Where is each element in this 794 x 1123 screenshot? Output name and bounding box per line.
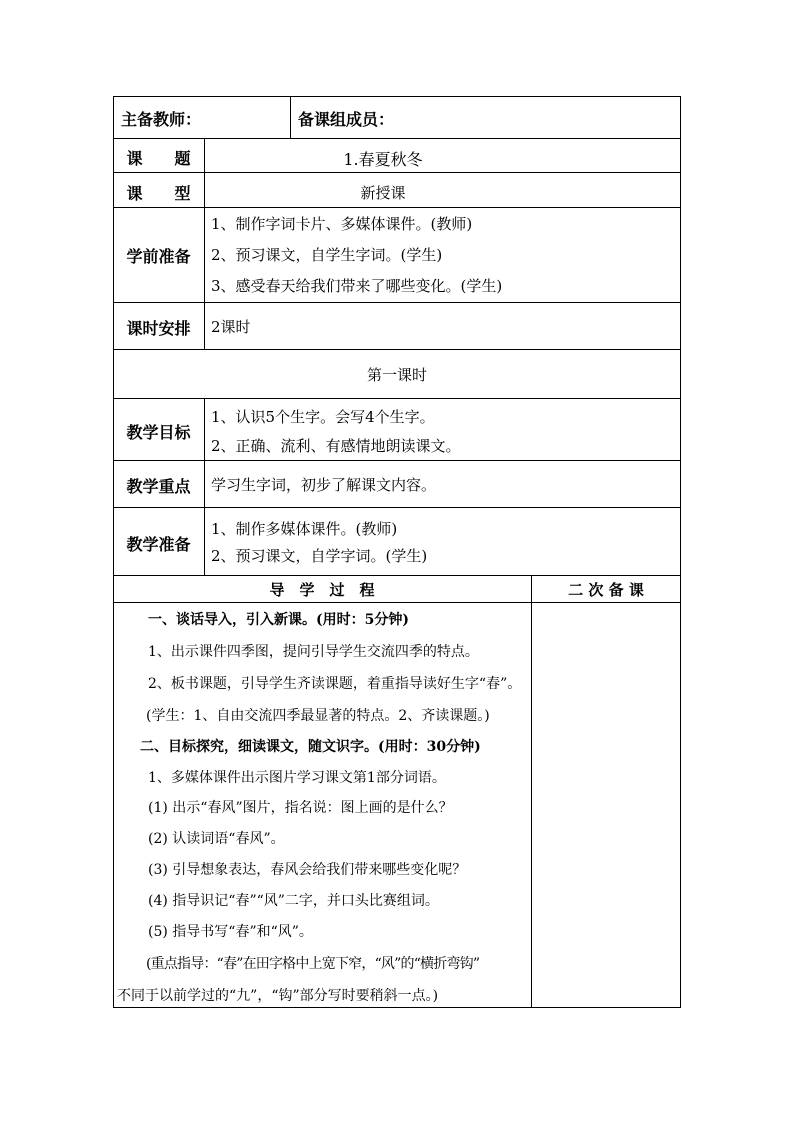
goals-label: 教学目标 <box>126 423 191 442</box>
topic-label: 课 题 <box>126 149 191 168</box>
preparation-item: 1、制作字词卡片、多媒体课件。(教师) <box>211 215 473 233</box>
process-section-heading: 二、目标探究，细读课文，随文识字。(用时：30分钟) <box>140 739 481 755</box>
row-divider <box>113 349 681 350</box>
process-line: 1、出示课件四季图，提问引导学生交流四季的特点。 <box>148 644 479 660</box>
second-prep-header: 二 次 备 课 <box>568 581 644 599</box>
column-divider <box>204 398 205 575</box>
process-line: (5) 指导书写“春”和“风”。 <box>148 924 313 940</box>
process-line: (3) 引导想象表达，春风会给我们带来哪些变化呢？ <box>148 862 467 878</box>
period-title: 第一课时 <box>366 366 427 384</box>
group-members-label: 备课组成员： <box>298 110 395 129</box>
row-divider <box>113 602 681 603</box>
process-line: 不同于以前学过的“九”，“钩”部分写时要稍斜一点。) <box>117 988 439 1004</box>
process-line: 1、多媒体课件出示图片学习课文第1部分词语。 <box>148 770 446 786</box>
process-line: (重点指导：“春”在田字格中上宽下窄，“风”的“横折弯钩” <box>146 956 480 972</box>
goal-item: 2、正确、流利、有感情地朗读课文。 <box>211 437 461 455</box>
process-line: 2、板书课题，引导学生齐读课题，着重指导读好生字“春”。 <box>148 676 522 692</box>
goal-item: 1、认识5个生字。会写4个生字。 <box>211 408 435 426</box>
materials-item: 1、制作多媒体课件。(教师) <box>211 520 398 538</box>
focus-value: 学习生字词，初步了解课文内容。 <box>211 476 437 494</box>
materials-item: 2、预习课文，自学字词。(学生) <box>211 547 428 565</box>
preparation-item: 2、预习课文，自学生字词。(学生) <box>211 246 443 264</box>
topic-value: 1.春夏秋冬 <box>343 150 423 169</box>
column-divider <box>290 96 291 138</box>
process-header: 导 学 过 程 <box>269 581 375 599</box>
row-divider <box>113 398 681 399</box>
row-divider <box>113 507 681 508</box>
row-divider <box>113 207 681 208</box>
schedule-label: 课时安排 <box>126 319 191 338</box>
lesson-type-label: 课 型 <box>126 184 191 203</box>
row-divider <box>113 460 681 461</box>
column-divider <box>531 575 532 1008</box>
schedule-value: 2课时 <box>211 318 251 336</box>
process-line: (4) 指导识记“春”“风”二字，并口头比赛组词。 <box>148 893 439 909</box>
process-section-heading: 一、谈话导入，引入新课。(用时：5分钟) <box>148 612 409 628</box>
process-line: (1) 出示“春风”图片，指名说：图上画的是什么？ <box>148 800 453 816</box>
preparation-label: 学前准备 <box>126 247 191 266</box>
process-line: (2) 认读词语“春风”。 <box>148 831 285 847</box>
row-divider <box>113 172 681 173</box>
process-line: (学生：1、自由交流四季最显著的特点。2、齐读课题。) <box>146 708 490 724</box>
preparation-item: 3、感受春天给我们带来了哪些变化。(学生) <box>211 277 503 295</box>
lead-teacher-label: 主备教师： <box>121 110 202 129</box>
focus-label: 教学重点 <box>126 477 191 496</box>
row-divider <box>113 302 681 303</box>
row-divider <box>113 138 681 139</box>
lesson-type-value: 新授课 <box>360 184 406 202</box>
row-divider <box>113 575 681 576</box>
materials-label: 教学准备 <box>126 535 191 554</box>
